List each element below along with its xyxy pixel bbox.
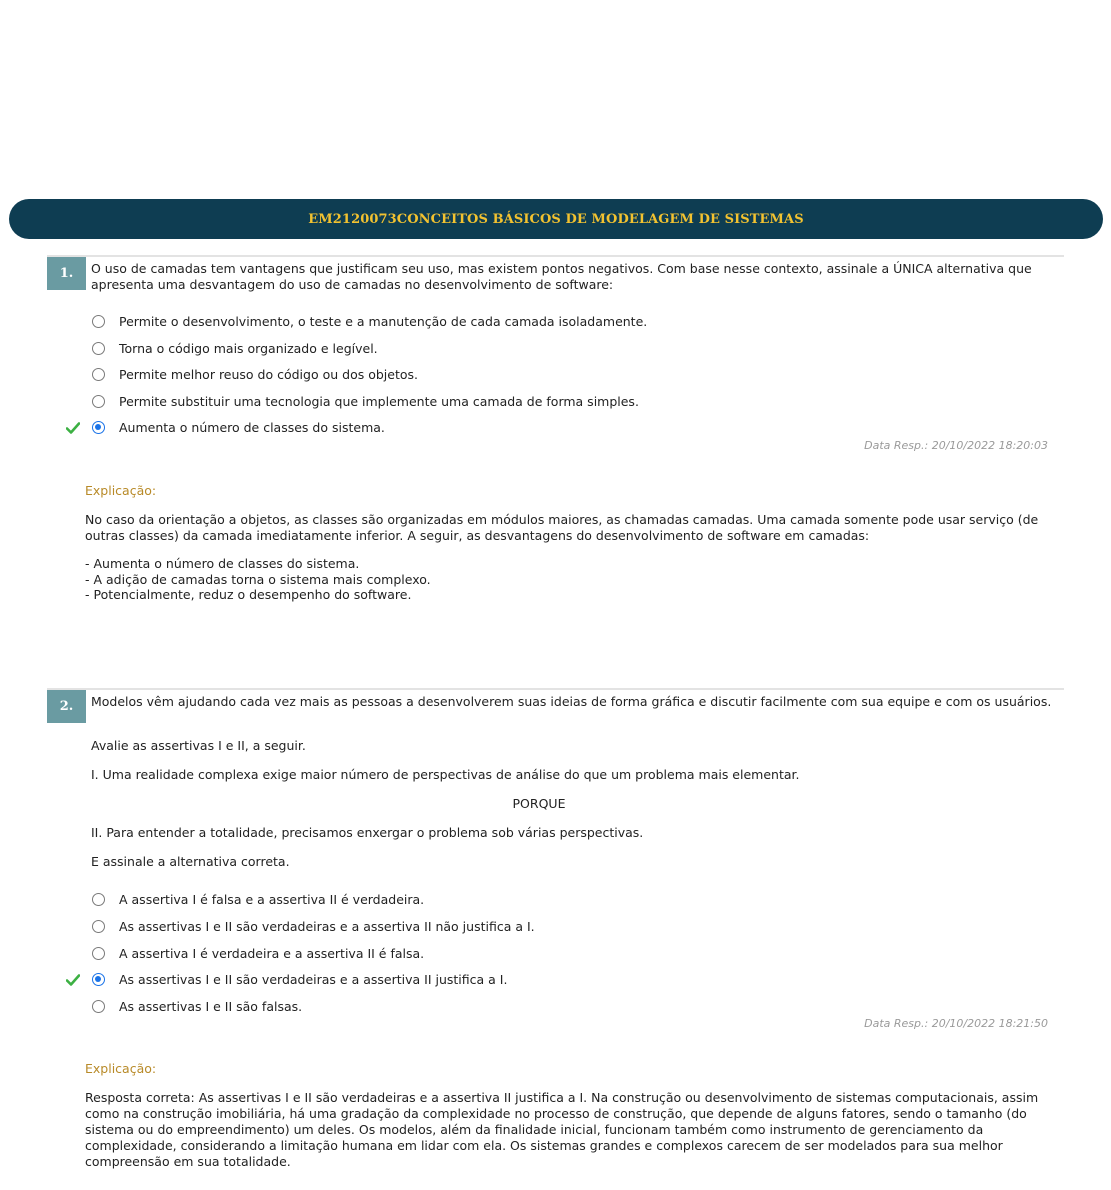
question-1-option-5[interactable] xyxy=(92,418,385,436)
radio-button[interactable] xyxy=(92,395,105,408)
option-label: As assertivas I e II são verdadeiras e a assertiva II justifica a I. xyxy=(119,971,508,987)
option-label: Torna o código mais organizado e legível. xyxy=(119,340,378,356)
radio-button[interactable] xyxy=(92,893,105,906)
question-2-paragraph: Avalie as assertivas I e II, a seguir. xyxy=(91,738,306,753)
question-2-divider xyxy=(47,688,1064,690)
list-item: - A adição de camadas torna o sistema mais complexo. xyxy=(85,571,431,587)
option-label: As assertivas I e II são falsas. xyxy=(119,998,303,1014)
option-label: Permite o desenvolvimento, o teste e a manutenção de cada camada isoladamente. xyxy=(119,313,648,329)
option-label: Permite substituir uma tecnologia que implemente uma camada de forma simples. xyxy=(119,393,639,409)
radio-button[interactable] xyxy=(92,1000,105,1013)
question-1-number: 1. xyxy=(47,257,86,290)
option-label: As assertivas I e II são verdadeiras e a assertiva II não justifica a I. xyxy=(119,918,535,934)
question-2-assertion-1: I. Uma realidade complexa exige maior número de perspectivas de análise do que um problema mais elementar. xyxy=(91,767,800,782)
question-2-text: Modelos vêm ajudando cada vez mais as pessoas a desenvolverem suas ideias de forma gráfica e discutir facilmente com sua equipe e com os usuários. xyxy=(91,694,1052,709)
radio-button[interactable] xyxy=(92,342,105,355)
question-1-explanation-label: Explicação: xyxy=(85,483,157,498)
question-1-option-3[interactable] xyxy=(92,365,418,383)
option-label: Aumenta o número de classes do sistema. xyxy=(119,419,385,435)
question-2-assertion-2: II. Para entender a totalidade, precisamos enxergar o problema sob várias perspectivas. xyxy=(91,825,644,840)
question-2-number: 2. xyxy=(47,690,86,723)
radio-button[interactable] xyxy=(92,368,105,381)
radio-button-selected[interactable] xyxy=(92,973,105,986)
subject-header xyxy=(9,199,1103,239)
correct-check-icon xyxy=(66,974,80,986)
question-2-option-3[interactable] xyxy=(92,944,424,962)
list-item: - Aumenta o número de classes do sistema. xyxy=(85,556,360,571)
option-label: A assertiva I é verdadeira e a assertiva II é falsa. xyxy=(119,945,425,961)
question-1-option-2[interactable] xyxy=(92,339,378,357)
radio-button[interactable] xyxy=(92,920,105,933)
radio-button[interactable] xyxy=(92,947,105,960)
question-1-response-date: Data Resp.: 20/10/2022 18:20:03 xyxy=(864,439,1048,452)
question-1-explanation-text: No caso da orientação a objetos, as classes são organizadas em módulos maiores, as chamadas camadas. Uma camada somente pode usar serviço (de outras classes) da camada imediatamente inferior. A seguir, as desvantagens do desenvolvimento de software em camadas: xyxy=(85,512,1039,543)
question-2-option-1[interactable] xyxy=(92,890,424,908)
radio-button[interactable] xyxy=(92,315,105,328)
question-2-option-2[interactable] xyxy=(92,917,535,935)
question-2-explanation-text: Resposta correta: As assertivas I e II são verdadeiras e a assertiva II justifica a I. Na construção ou desenvolvimento de sistemas computacionais, assim como na construção imobiliária, há uma gradação da complexidade no processo de construção, que depende de alguns fatores, sendo o tamanho (do sistema ou do empreendimento) um deles. Os modelos, além da finalidade inicial, funcionam também como instrumento de gerenciamento da complexidade, considerando a limitação humana em lidar com ela. Os sistemas grandes e complexos carecem de ser modelados para sua melhor compreensão em sua totalidade. xyxy=(85,1090,1039,1169)
question-2-option-4[interactable] xyxy=(92,970,507,988)
question-2-porque: PORQUE xyxy=(512,796,566,811)
question-1-text: O uso de camadas tem vantagens que justificam seu uso, mas existem pontos negativos. Com base nesse contexto, assinale a ÚNICA alternativa que apresenta uma desvantagem do uso de camadas no desenvolvimento de software: xyxy=(91,261,1032,292)
subject-title: EM2120073CONCEITOS BÁSICOS DE MODELAGEM DE SISTEMAS xyxy=(308,211,804,227)
question-2-response-date: Data Resp.: 20/10/2022 18:21:50 xyxy=(864,1017,1048,1030)
question-1-option-1[interactable] xyxy=(92,312,647,330)
question-2-option-5[interactable] xyxy=(92,997,302,1015)
option-label: A assertiva I é falsa e a assertiva II é verdadeira. xyxy=(119,891,425,907)
question-2-instruction: E assinale a alternativa correta. xyxy=(91,854,290,869)
option-label: Permite melhor reuso do código ou dos objetos. xyxy=(119,366,418,382)
question-2-explanation-label: Explicação: xyxy=(85,1061,157,1076)
question-1-option-4[interactable] xyxy=(92,392,639,410)
correct-check-icon xyxy=(66,422,80,434)
question-1-explanation-list xyxy=(85,556,431,603)
radio-button-selected[interactable] xyxy=(92,421,105,434)
question-1-divider xyxy=(47,255,1064,257)
list-item: - Potencialmente, reduz o desempenho do software. xyxy=(85,587,412,602)
